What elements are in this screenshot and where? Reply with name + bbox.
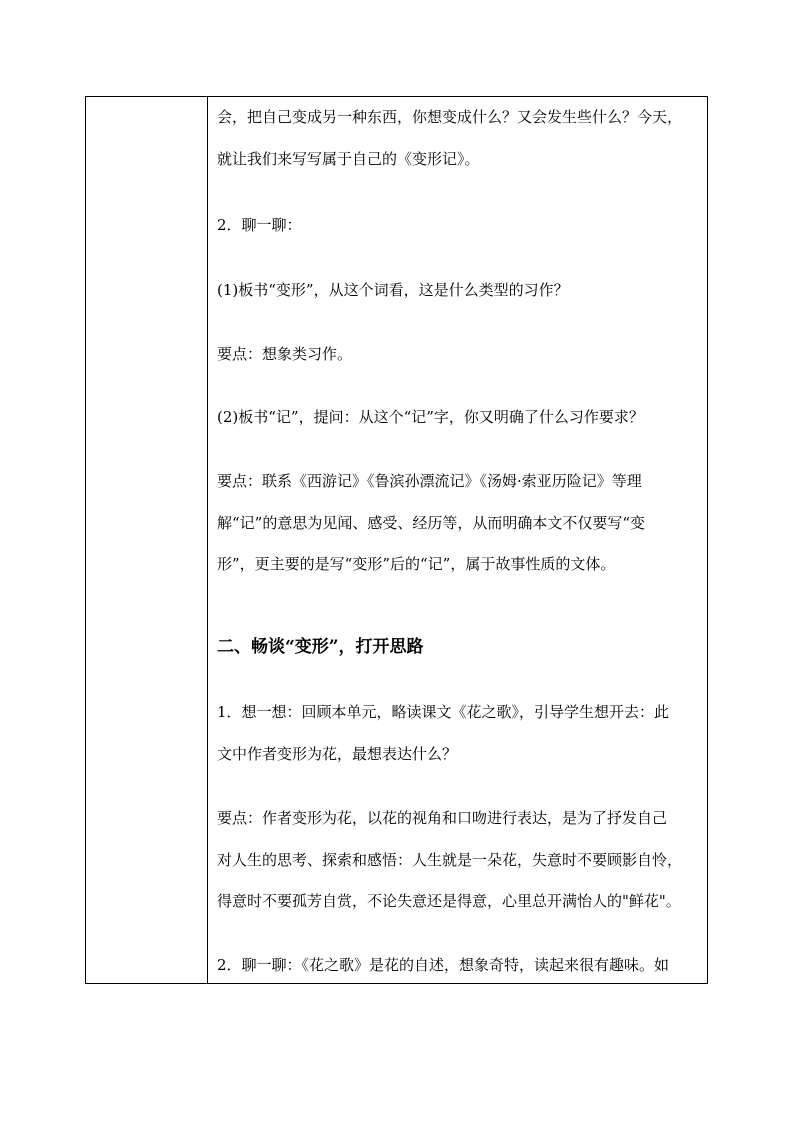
right-cell [208,97,707,983]
section-heading: 二、畅谈“变形”，打开思路 [217,637,424,657]
text-line: 要点：联系《西游记》《鲁滨孙漂流记》《汤姆·索亚历险记》等理 [217,472,642,490]
text-line: 会，把自己变成另一种东西，你想变成什么？又会发生些什么？今天， [217,108,683,126]
text-line: (2)板书“记”，提问：从这个“记”字，你又明确了什么习作要求？ [217,408,644,426]
text-line: 形”，更主要的是写“变形”后的“记”，属于故事性质的文体。 [217,555,616,573]
text-line: 要点：想象类习作。 [217,345,353,363]
text-line: 解“记”的意思为见闻、感受、经历等，从而明确本文不仅要写“变 [217,514,646,532]
text-line: 文中作者变形为花，最想表达什么？ [217,745,458,763]
left-cell [86,97,208,983]
text-line: 2．聊一聊： [217,216,302,234]
text-line: 要点：作者变形为花，以花的视角和口吻进行表达，是为了抒发自己 [217,809,668,827]
text-line: (1)板书“变形”，从这个词看，这是什么类型的习作？ [217,281,569,299]
lesson-table [85,96,708,984]
text-line: 对人生的思考、探索和感悟：人生就是一朵花，失意时不要顾影自怜， [217,851,683,869]
text-line: 2．聊一聊：《花之歌》是花的自述，想象奇特，读起来很有趣味。如 [217,956,670,974]
text-line: 1．想一想：回顾本单元，略读课文《花之歌》，引导学生想开去：此 [217,703,670,721]
text-line: 就让我们来写写属于自己的《变形记》。 [217,150,480,168]
text-line: 得意时不要孤芳自赏，不论失意还是得意，心里总开满怡人的"鲜花"。 [217,892,681,910]
